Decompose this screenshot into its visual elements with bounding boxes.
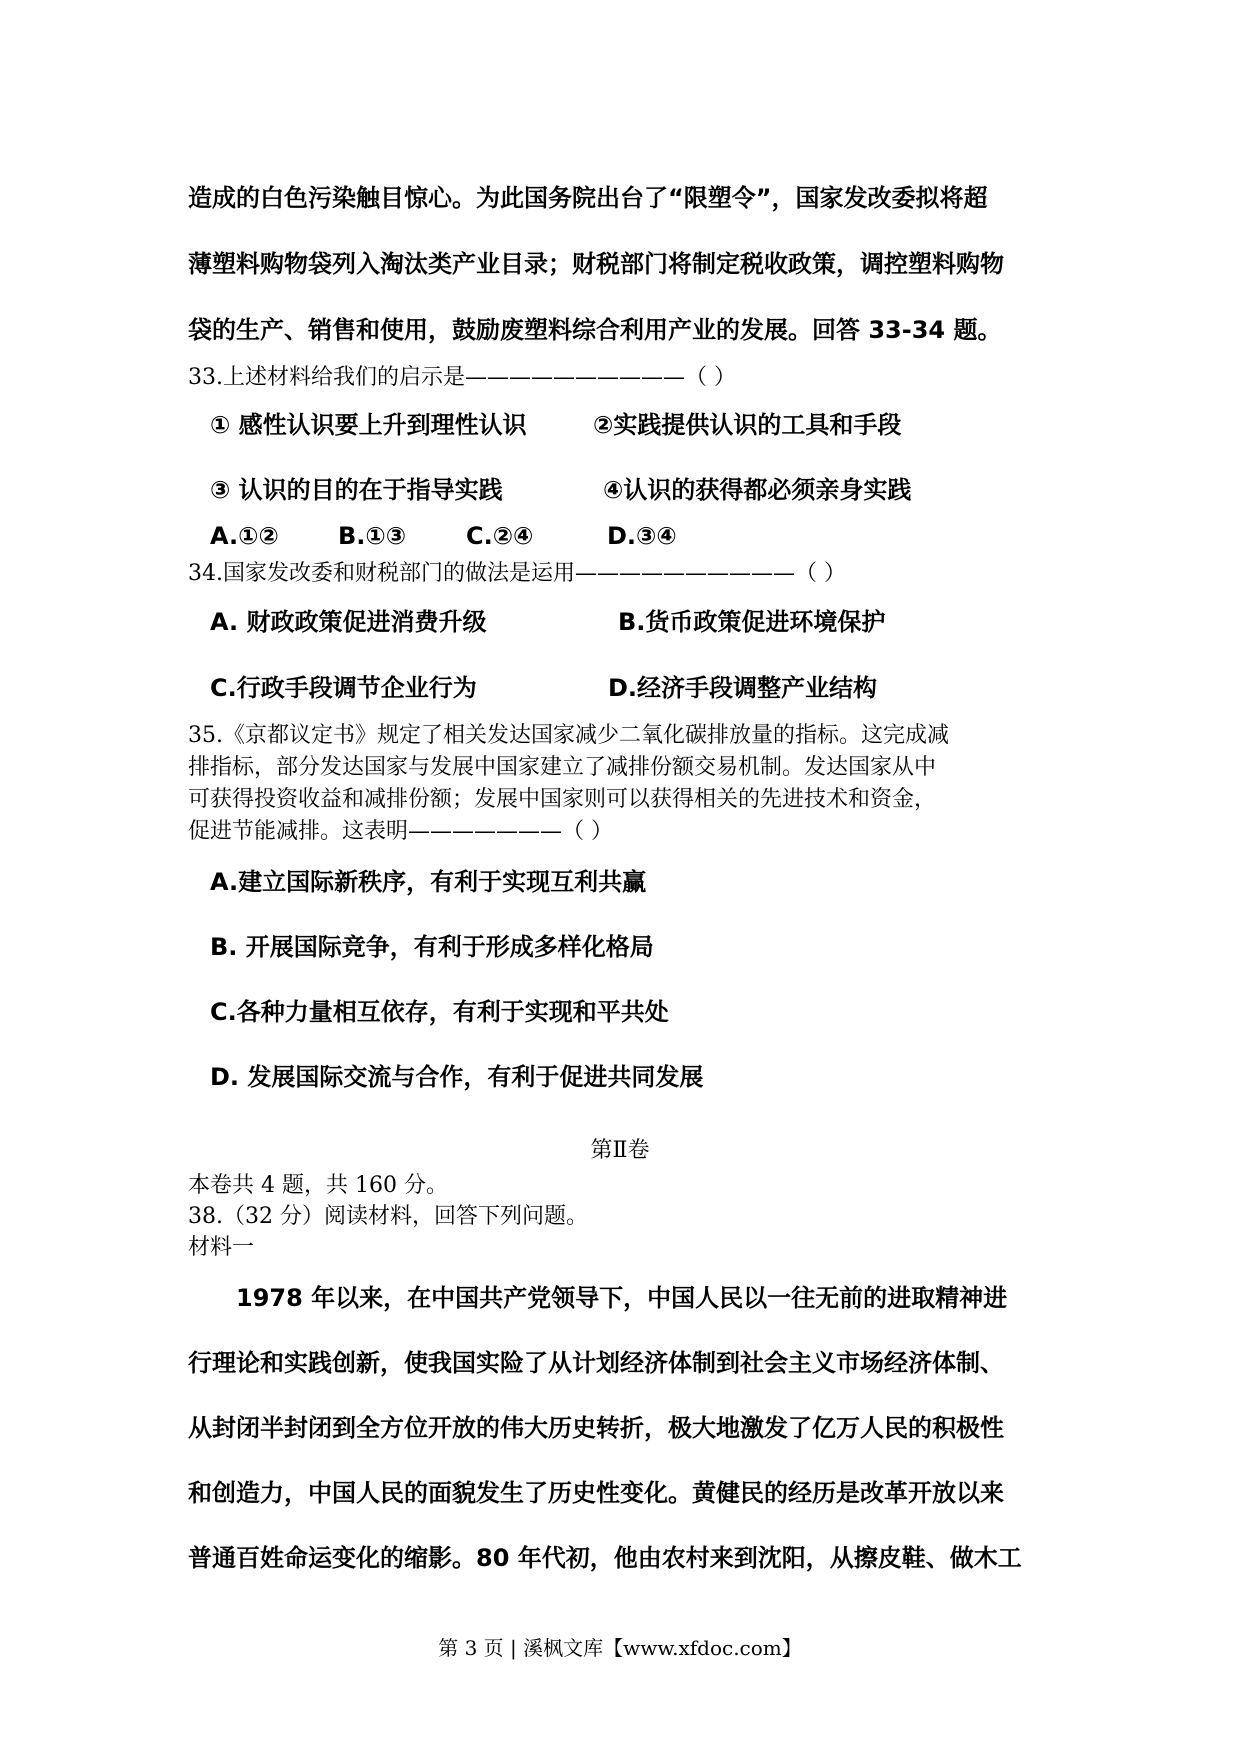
q35-choice-a: A.建立国际新秩序，有利于实现互利共赢 [210,868,647,896]
material-label: 材料一 [188,1235,255,1260]
q34-choice-b: B.货币政策促进环境保护 [618,608,886,636]
q34-stem: 34.国家发改委和财税部门的做法是运用——————————（ ） [188,561,846,586]
part2-note: 本卷共 4 题，共 160 分。 [188,1173,448,1198]
q33-statement-4: ④认识的获得都必须亲身实践 [603,476,912,504]
q35-stem-line-3: 可获得投资收益和减排份额；发展中国家则可以获得相关的先进技术和资金， [188,787,937,812]
q33-statement-2: ②实践提供认识的工具和手段 [593,411,902,439]
material-line-4: 和创造力，中国人民的面貌发生了历史性变化。黄健民的经历是改革开放以来 [188,1479,1004,1507]
q33-stem: 33.上述材料给我们的启示是——————————（ ） [188,365,736,390]
q35-choice-b: B. 开展国际竞争，有利于形成多样化格局 [210,933,654,961]
q35-choice-d: D. 发展国际交流与合作，有利于促进共同发展 [210,1063,704,1091]
q35-stem-line-4: 促进节能减排。这表明———————（ ） [188,819,613,844]
q34-choice-row-2 [210,668,877,703]
material-line-3: 从封闭半封闭到全方位开放的伟大历史转折，极大地激发了亿万人民的积极性 [188,1414,1004,1442]
q34-choice-row-1 [210,602,885,637]
q35-choice-c: C.各种力量相互依存，有利于实现和平共处 [210,998,669,1026]
q33-statement-row-1 [210,405,901,440]
q33-choice-a: A.①② [210,522,279,550]
q34-choice-c: C.行政手段调节企业行为 [210,674,477,702]
material-line-5: 普通百姓命运变化的缩影。80 年代初，他由农村来到沈阳，从擦皮鞋、做木工 [188,1544,1022,1572]
page-footer: 第 3 页 | 溪枫文库【www.xfdoc.com】 [438,1636,802,1660]
q33-choice-c: C.②④ [466,522,534,550]
q33-statement-1: ① 感性认识要上升到理性认识 [210,411,527,439]
intro-line-2: 薄塑料购物袋列入淘汰类产业目录；财税部门将制定税收政策，调控塑料购物 [188,250,1004,278]
material-line-2: 行理论和实践创新，使我国实险了从计划经济体制到社会主义市场经济体制、 [188,1349,1004,1377]
part2-title: 第Ⅱ卷 [590,1138,650,1163]
q35-stem-line-2: 排指标，部分发达国家与发展中国家建立了减排份额交易机制。发达国家从中 [188,755,937,780]
q33-choice-d: D.③④ [607,522,677,550]
q33-statement-3: ③ 认识的目的在于指导实践 [210,476,503,504]
q35-stem-line-1: 35.《京都议定书》规定了相关发达国家减少二氧化碳排放量的指标。这完成减 [188,723,949,748]
intro-line-3: 袋的生产、销售和使用，鼓励废塑料综合利用产业的发展。回答 33-34 题。 [188,316,1002,344]
q34-choice-d: D.经济手段调整产业结构 [608,674,878,702]
q33-choice-b: B.①③ [338,522,407,550]
q33-choices [210,522,677,550]
q33-statement-row-2 [210,470,911,505]
q34-choice-a: A. 财政政策促进消费升级 [210,608,487,636]
q38-stem: 38.（32 分）阅读材料，回答下列问题。 [188,1204,588,1229]
material-line-1: 1978 年以来，在中国共产党领导下，中国人民以一往无前的进取精神进 [236,1284,1008,1312]
intro-line-1: 造成的白色污染触目惊心。为此国务院出台了“限塑令”，国家发改委拟将超 [188,184,988,212]
